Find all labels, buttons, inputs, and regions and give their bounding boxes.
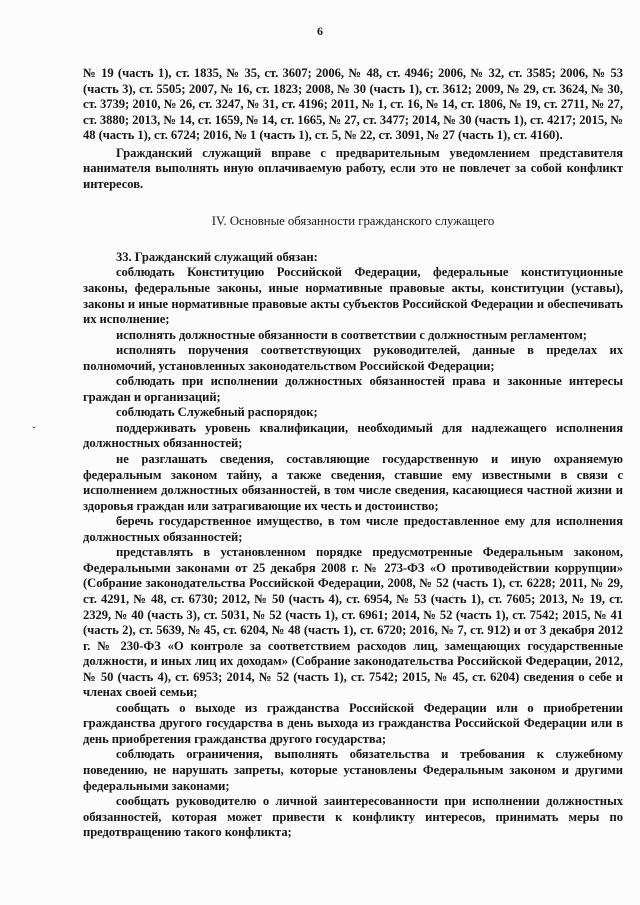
duty-item: исполнять должностные обязанности в соответствии с должностным регламентом; — [116, 327, 587, 342]
duty-item: соблюдать Конституцию Российской Федерации, федеральные конституционные законы, федеральные законы, иные нормативные правовые акты, конституции (уставы), законы и иные нормативные правовые акты субъектов Российской Федерации и обеспечивать их исполнение; — [83, 265, 623, 327]
duty-item: поддерживать уровень квалификации, необходимый для надлежащего исполнения должностных обязанностей; — [83, 420, 623, 451]
scan-speck: ˇ — [32, 425, 36, 437]
duty-item: сообщать о выходе из гражданства Российской Федерации или о приобретении гражданства другого государства в день выхода из гражданства Российской Федерации или в день приобретения гражданства другого государства; — [83, 700, 623, 746]
duty-item: соблюдать при исполнении должностных обязанностей права и законные интересы граждан и организаций; — [83, 374, 623, 404]
duty-item: соблюдать Служебный распорядок; — [116, 405, 318, 420]
section-heading: IV. Основные обязанности гражданского служащего — [211, 214, 495, 229]
duty-item: представлять в установленном порядке предусмотренные Федеральным законом, Федеральными законами от 25 декабря 2008 г. № 273-ФЗ «О противодействии коррупции» (Собрание законодательства Российской Федерации, 2008, № 52 (часть 1), ст. 6228; 2011, № 29, ст. 4291, № 48, ст. 6730; 2012, № 50 (часть 4), ст. 6954, № 53 (часть 1), ст. 7605; 2013, № 19, ст. 2329, № 40 (часть 3), ст. 5031, № 52 (часть 1), ст. 6961; 2014, № 52 (часть 1), ст. 7542; 2015, № 41 (часть 2), ст. 5639, № 45, ст. 6204, № 48 (часть 1), ст. 6720; 2016, № 7, ст. 912) и от 3 декабря 2012 г. № 230-ФЗ «О контроле за соответствием расходов лиц, замещающих государственные должности, и иных лиц их доходам» (Собрание законодательства Российской Федерации, 2012, № 50 (часть 4), ст. 6953; 2014, № 52 (часть 1), ст. 7542; 2015, № 45, ст. 6204) сведения о себе и членах своей семьи; — [83, 545, 623, 700]
clause-title: 33. Гражданский служащий обязан: — [116, 249, 318, 264]
duty-item: беречь государственное имущество, в том числе предоставленное ему для исполнения должностных обязанностей; — [83, 514, 623, 544]
duty-item: соблюдать ограничения, выполнять обязательства и требования к служебному поведению, не нарушать запреты, которые установлены Федеральным законом и другими федеральными законами; — [83, 747, 623, 793]
paragraph-citation-continuation: № 19 (часть 1), ст. 1835, № 35, ст. 3607; 2006, № 48, ст. 4946; 2006, № 32, ст. 3585; 2006, № 53 (часть 3), ст. 5505; 2007, № 16, ст. 1823; 2008, № 30 (часть 1), ст. 3612; 2009, № 29, ст. 3624, № 30, ст. 3739; 2010, № 26, ст. 3247, № 31, ст. 4196; 2011, № 1, ст. 16, № 14, ст. 1806, № 19, ст. 2711, № 27, ст. 3880; 2013, № 14, ст. 1659, № 14, ст. 1665, № 27, ст. 3477; 2014, № 30 (часть 1), ст. 4217; 2015, № 48 (часть 1), ст. 6724; 2016, № 1 (часть 1), ст. 5, № 22, ст. 3091, № 27 (часть 1), ст. 4160). — [83, 66, 623, 143]
paragraph-other-paid-work: Гражданский служащий вправе с предварительным уведомлением представителя нанимателя выполнять иную оплачиваемую работу, если это не повлечет за собой конфликт интересов. — [83, 145, 623, 191]
duty-item: исполнять поручения соответствующих руководителей, данные в пределах их полномочий, установленных законодательством Российской Федерации; — [83, 343, 623, 373]
duty-item: не разглашать сведения, составляющие государственную и иную охраняемую федеральным законом тайну, а также сведения, ставшие ему известными в связи с исполнением должностных обязанностей, в том числе сведения, касающиеся частной жизни и здоровья граждан или затрагивающие их честь и достоинство; — [83, 452, 623, 513]
document-body — [83, 66, 623, 841]
page-number: 6 — [317, 24, 323, 38]
duty-item: сообщать руководителю о личной заинтересованности при исполнении должностных обязанностей, которая может привести к конфликту интересов, принимать меры по предотвращению такого конфликта; — [83, 794, 623, 840]
